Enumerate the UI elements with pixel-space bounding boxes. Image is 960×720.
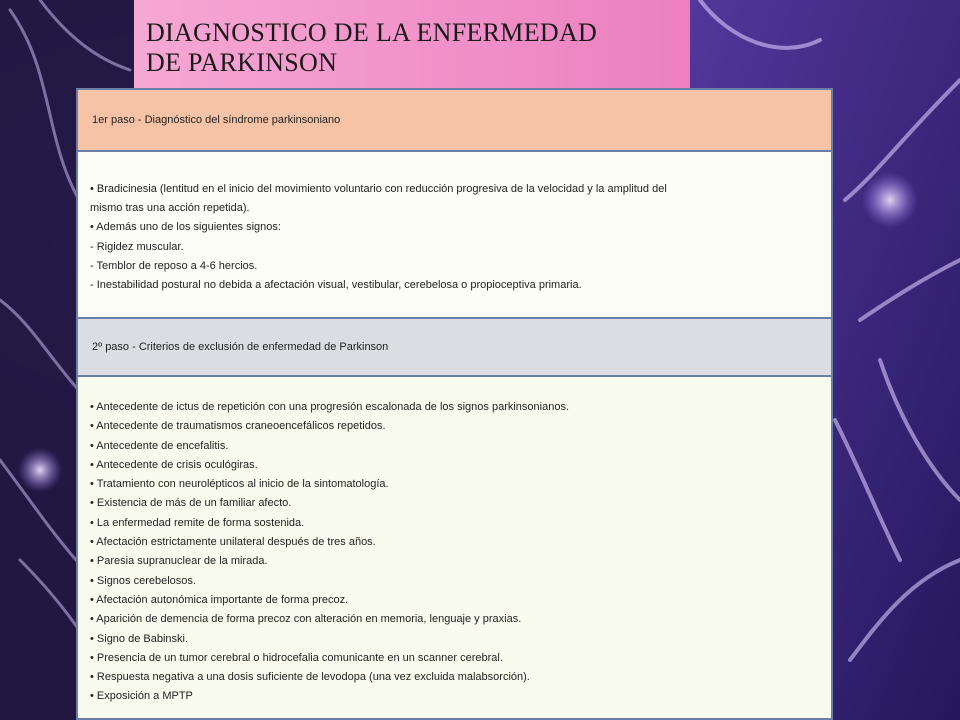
step1-heading: 1er paso - Diagnóstico del síndrome parkinsoniano <box>92 114 341 126</box>
list-item: - Temblor de reposo a 4-6 hercios. <box>90 259 258 272</box>
list-item: • Existencia de más de un familiar afecto. <box>90 497 292 510</box>
list-item: • Respuesta negativa a una dosis suficiente de levodopa (una vez excluida malabsorción). <box>90 671 530 684</box>
diagnosis-criteria-table <box>76 88 833 720</box>
list-item: • Bradicinesia (lentitud en el inicio del movimiento voluntario con reducción progresiva de la velocidad y la amplitud del <box>90 183 667 195</box>
step2-body <box>78 379 831 720</box>
list-item: • Antecedente de encefalitis. <box>90 439 229 452</box>
step2-header <box>78 317 831 377</box>
list-item: • Antecedente de ictus de repetición con una progresión escalonada de los signos parkinsonianos. <box>90 401 570 413</box>
list-item: - Inestabilidad postural no debida a afectación visual, vestibular, cerebelosa o propioceptiva primaria. <box>90 279 582 292</box>
list-item: • Además uno de los siguientes signos: <box>90 221 281 234</box>
step1-header <box>78 90 831 152</box>
list-item: • Antecedente de traumatismos craneoencefálicos repetidos. <box>90 420 386 433</box>
list-item: • Afectación estrictamente unilateral después de tres años. <box>90 536 376 549</box>
list-item: • Aparición de demencia de forma precoz con alteración en memoria, lenguaje y praxias. <box>90 613 522 626</box>
list-item: • La enfermedad remite de forma sostenida. <box>90 516 305 529</box>
list-item: • Exposición a MPTP <box>90 690 193 703</box>
step2-heading: 2º paso - Criterios de exclusión de enfermedad de Parkinson <box>92 341 389 353</box>
list-item: • Signo de Babinski. <box>90 632 189 645</box>
list-item: - Rigidez muscular. <box>90 240 184 253</box>
list-item: • Antecedente de crisis oculógiras. <box>90 458 258 471</box>
slide-title-line-2: DE PARKINSON <box>146 48 338 77</box>
list-item: • Presencia de un tumor cerebral o hidrocefalia comunicante en un scanner cerebral. <box>90 651 503 664</box>
list-item: • Signos cerebelosos. <box>90 574 196 587</box>
list-item: • Afectación autonómica importante de forma precoz. <box>90 593 349 606</box>
list-item: • Paresia supranuclear de la mirada. <box>90 555 268 568</box>
slide-title-line-1: DIAGNOSTICO DE LA ENFERMEDAD <box>146 18 598 47</box>
step1-body <box>78 154 831 317</box>
slide-title-box <box>134 0 690 88</box>
list-item: • Tratamiento con neurolépticos al inicio de la sintomatología. <box>90 478 389 491</box>
list-item: mismo tras una acción repetida). <box>90 202 250 215</box>
